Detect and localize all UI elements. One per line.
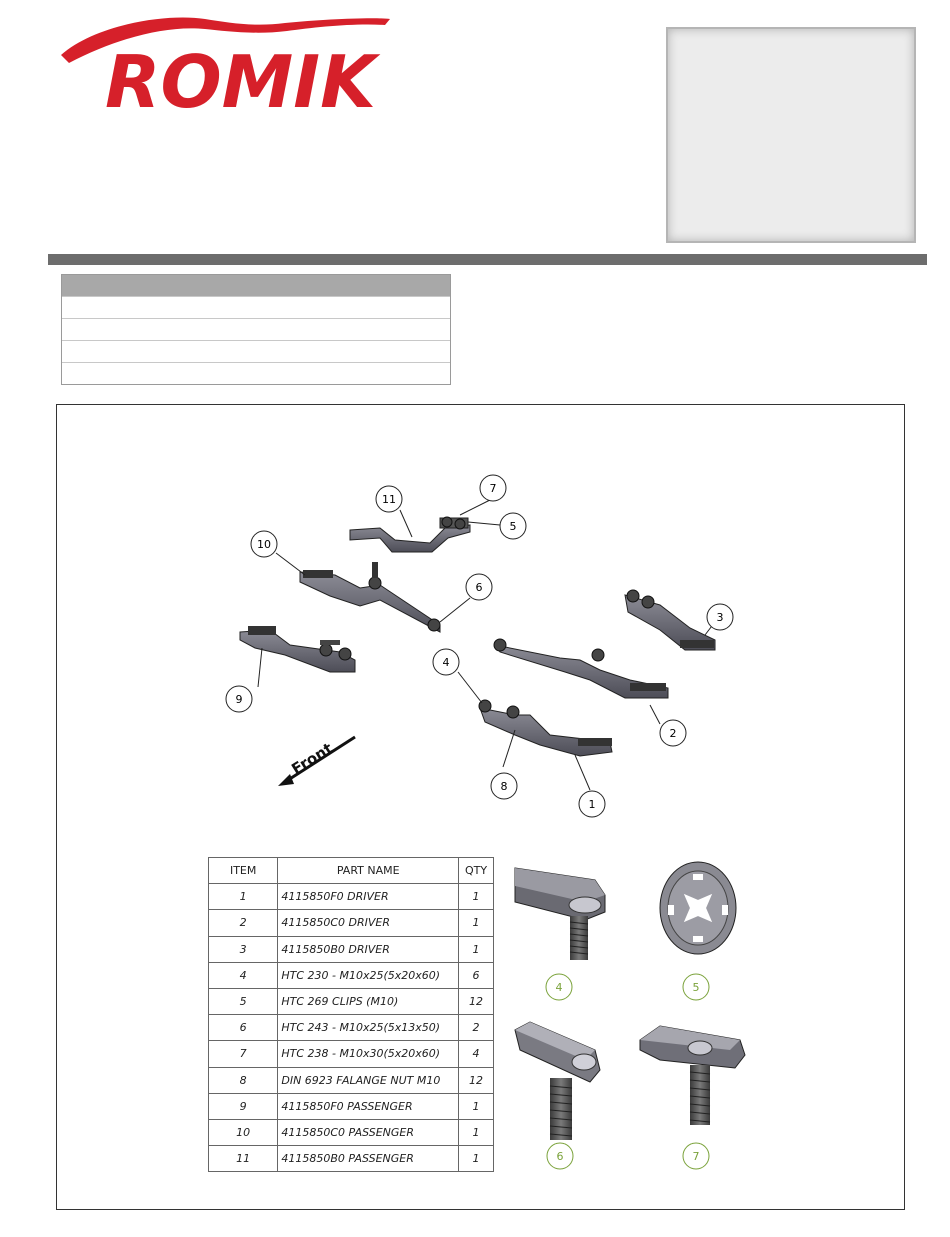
- row-item: 8: [209, 1067, 278, 1093]
- svg-text:10: 10: [257, 538, 271, 551]
- row-qty: 1: [459, 1146, 494, 1172]
- svg-text:5: 5: [692, 981, 700, 994]
- part-11-bracket: [350, 517, 470, 552]
- brand-name: ROMIK: [105, 40, 376, 110]
- callout-4: [433, 649, 459, 675]
- part-9-bracket: [240, 626, 355, 672]
- callout-2: [660, 720, 686, 746]
- row-qty: 12: [459, 988, 494, 1014]
- row-name: HTC 238 - M10x30(5x20x60): [278, 1041, 459, 1067]
- table-row: [209, 1041, 494, 1067]
- row-qty: 2: [459, 1015, 494, 1041]
- table-row: [209, 962, 494, 988]
- front-label: Front: [288, 739, 336, 779]
- bolt-7-illustration: [640, 1026, 745, 1125]
- table-row: [209, 1015, 494, 1041]
- svg-text:8: 8: [500, 780, 508, 793]
- callout-10: [251, 531, 277, 557]
- callout-8: [491, 773, 517, 799]
- callout-3: [707, 604, 733, 630]
- front-direction-arrow: [278, 737, 355, 786]
- svg-text:5: 5: [509, 520, 517, 533]
- parts-table: [208, 857, 494, 1172]
- row-name: 4115850C0 PASSENGER: [278, 1119, 459, 1145]
- callout-1: [579, 791, 605, 817]
- row-name: HTC 230 - M10x25(5x20x60): [278, 962, 459, 988]
- bolt-6-illustration: [515, 1022, 600, 1140]
- parts-table-header: [209, 858, 494, 884]
- callout-6: [466, 574, 492, 600]
- row-name: 4115850F0 PASSENGER: [278, 1093, 459, 1119]
- callout-9: [226, 686, 252, 712]
- svg-text:2: 2: [669, 727, 677, 740]
- part-1-bracket: [479, 700, 612, 756]
- hardware-details: [500, 850, 760, 1180]
- row-name: 4115850B0 PASSENGER: [278, 1146, 459, 1172]
- svg-text:4: 4: [555, 981, 563, 994]
- row-item: 1: [209, 884, 278, 910]
- row-name: HTC 243 - M10x25(5x13x50): [278, 1015, 459, 1041]
- row-qty: 1: [459, 910, 494, 936]
- row-item: 10: [209, 1119, 278, 1145]
- detail-label-5: [683, 974, 709, 1000]
- svg-text:4: 4: [442, 656, 450, 669]
- row-item: 6: [209, 1015, 278, 1041]
- detail-label-7: [683, 1143, 709, 1169]
- callout-7: [480, 475, 506, 501]
- row-qty: 1: [459, 936, 494, 962]
- table-row: [209, 1067, 494, 1093]
- row-qty: 12: [459, 1067, 494, 1093]
- row-qty: 1: [459, 1093, 494, 1119]
- table-row: [209, 988, 494, 1014]
- svg-text:7: 7: [489, 482, 497, 495]
- svg-text:6: 6: [556, 1150, 564, 1163]
- row-item: 2: [209, 910, 278, 936]
- header-part-name: PART NAME: [278, 858, 459, 884]
- detail-label-6: [547, 1143, 573, 1169]
- clip-5-illustration: [660, 862, 736, 954]
- row-name: 4115850F0 DRIVER: [278, 884, 459, 910]
- svg-text:9: 9: [235, 693, 243, 706]
- table-row: [209, 1093, 494, 1119]
- detail-label-4: [546, 974, 572, 1000]
- row-item: 4: [209, 962, 278, 988]
- row-item: 11: [209, 1146, 278, 1172]
- table-row: [209, 936, 494, 962]
- row-qty: 1: [459, 1119, 494, 1145]
- callout-5: [500, 513, 526, 539]
- table-row: [209, 1146, 494, 1172]
- row-name: HTC 269 CLIPS (M10): [278, 988, 459, 1014]
- row-name: 4115850B0 DRIVER: [278, 936, 459, 962]
- row-name: DIN 6923 FALANGE NUT M10: [278, 1067, 459, 1093]
- svg-text:6: 6: [475, 581, 483, 594]
- svg-text:11: 11: [382, 493, 396, 506]
- svg-text:3: 3: [716, 611, 724, 624]
- row-item: 9: [209, 1093, 278, 1119]
- callout-11: [376, 486, 402, 512]
- part-10-bracket: [300, 562, 440, 632]
- svg-text:1: 1: [588, 798, 596, 811]
- row-qty: 4: [459, 1041, 494, 1067]
- row-item: 5: [209, 988, 278, 1014]
- table-row: [209, 884, 494, 910]
- header-qty: QTY: [459, 858, 494, 884]
- svg-text:7: 7: [692, 1150, 700, 1163]
- row-item: 7: [209, 1041, 278, 1067]
- part-2-bracket: [494, 639, 668, 698]
- row-item: 3: [209, 936, 278, 962]
- part-3-bracket: [625, 590, 715, 650]
- row-name: 4115850C0 DRIVER: [278, 910, 459, 936]
- row-qty: 6: [459, 962, 494, 988]
- header-item: ITEM: [209, 858, 278, 884]
- bolt-4-illustration: [515, 868, 605, 960]
- table-row: [209, 910, 494, 936]
- table-row: [209, 1119, 494, 1145]
- row-qty: 1: [459, 884, 494, 910]
